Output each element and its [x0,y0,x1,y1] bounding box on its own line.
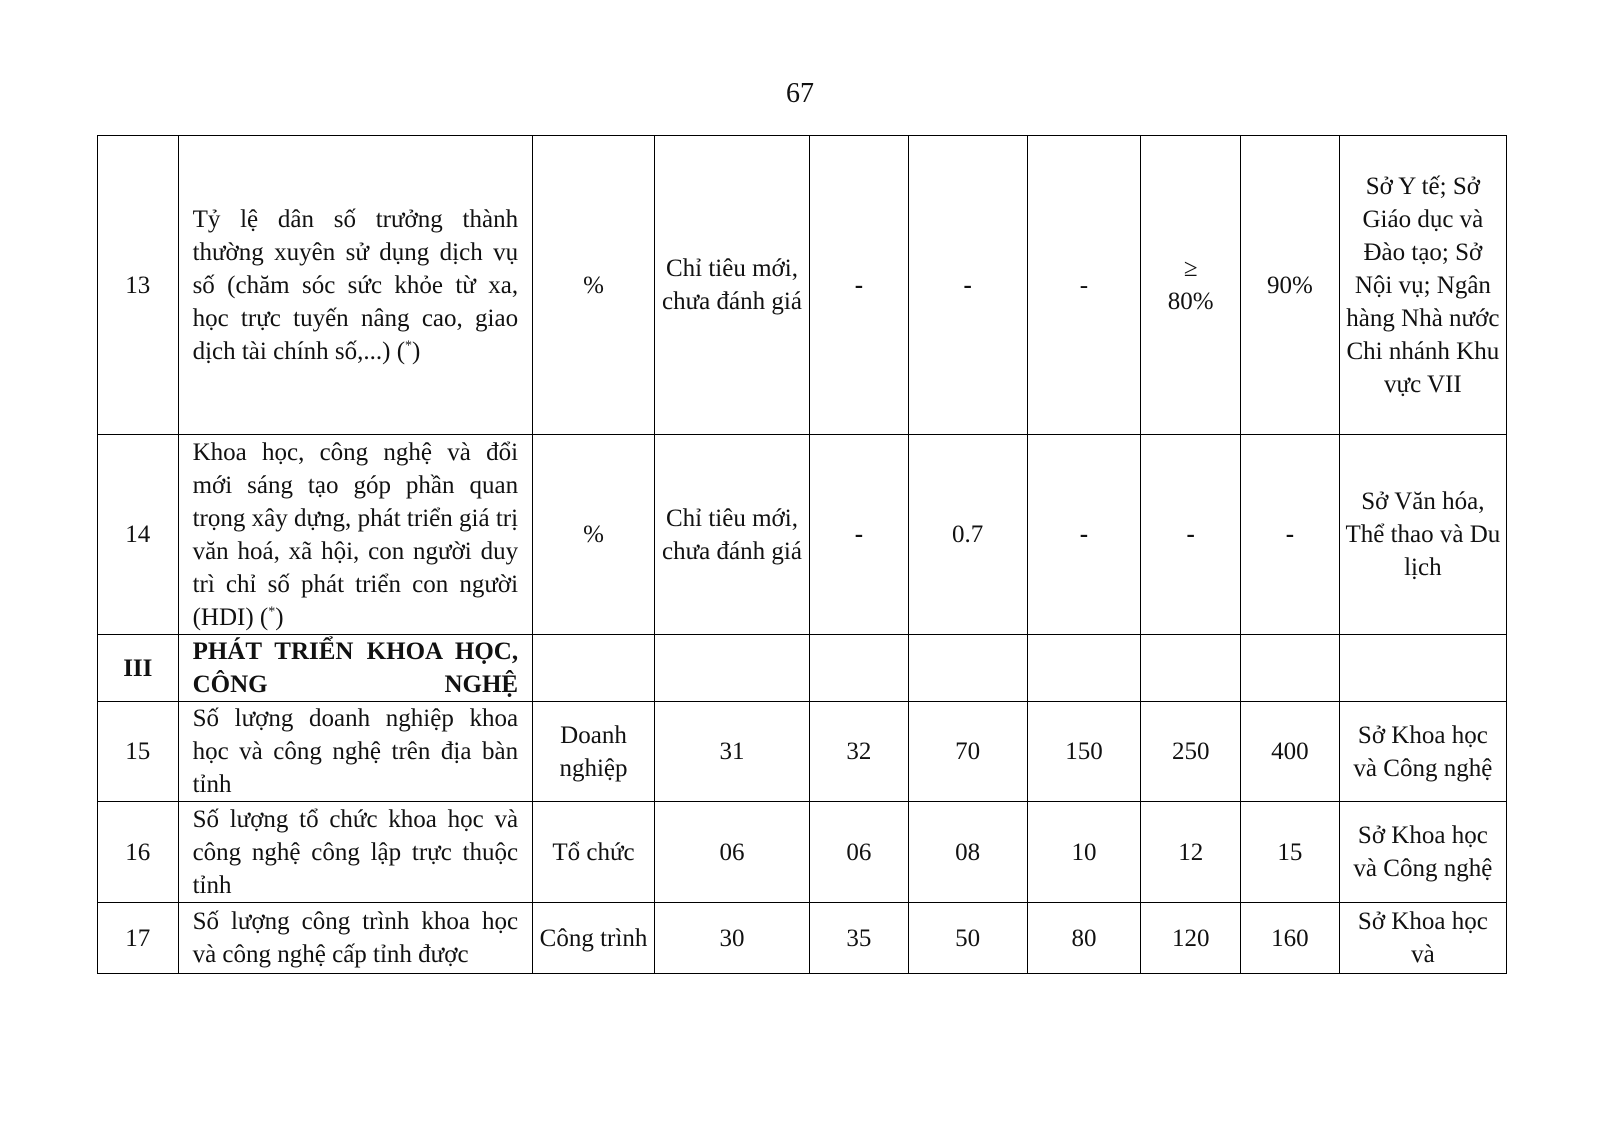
value-cell: 12 [1141,802,1241,903]
agency-cell: Sở Văn hóa, Thể thao và Du lịch [1339,435,1506,635]
value-cell: ≥ 80% [1141,136,1241,435]
value-cell: - [1027,435,1141,635]
value-cell: 32 [810,702,909,802]
value-cell: 06 [810,802,909,903]
agency-cell: Sở Khoa học và Công nghệ [1339,802,1506,903]
agency-cell: Sở Y tế; Sở Giáo dục và Đào tạo; Sở Nội vụ; Ngân hàng Nhà nước Chi nhánh Khu vực VII [1339,136,1506,435]
row-number: 13 [98,136,179,435]
table-row [98,136,1507,435]
row-number: 16 [98,802,179,903]
greater-equal-symbol: ≥ [1183,255,1198,282]
table-row [98,802,1507,903]
value-cell: 120 [1141,903,1241,974]
baseline-cell: 31 [654,702,809,802]
table-row [98,435,1507,635]
section-row [98,635,1507,702]
baseline-cell: 30 [654,903,809,974]
section-number: III [98,635,179,702]
value-cell: - [1141,435,1241,635]
indicator-description: Số lượng tổ chức khoa học và công nghệ công lập trực thuộc tỉnh [178,802,533,903]
unit-cell: Công trình [533,903,655,974]
row-number: 15 [98,702,179,802]
value-cell: 160 [1241,903,1340,974]
value-cell: 10 [1027,802,1141,903]
baseline-cell: Chỉ tiêu mới, chưa đánh giá [654,435,809,635]
table-row [98,903,1507,974]
value-cell: 90% [1241,136,1340,435]
indicator-description: Khoa học, công nghệ và đổi mới sáng tạo góp phần quan trọng xây dựng, phát triển giá trị văn hoá, xã hội, con người duy trì chỉ số phát triển con người (HDI) (*) [178,435,533,635]
value-cell: 250 [1141,702,1241,802]
value-cell: 0.7 [908,435,1027,635]
table-row [98,702,1507,802]
value-cell: 400 [1241,702,1340,802]
indicator-description: Số lượng công trình khoa học và công nghệ cấp tỉnh được [178,903,533,974]
value-cell: - [1241,435,1340,635]
value-cell: 08 [908,802,1027,903]
agency-cell: Sở Khoa học và [1339,903,1506,974]
value-cell: 150 [1027,702,1141,802]
indicator-table [97,135,1507,974]
indicator-description: Số lượng doanh nghiệp khoa học và công nghệ trên địa bàn tỉnh [178,702,533,802]
indicator-description: Tỷ lệ dân số trưởng thành thường xuyên sử dụng dịch vụ số (chăm sóc sức khỏe từ xa, học trực tuyến nâng cao, giao dịch tài chính số,...) (*) [178,136,533,435]
value-cell: - [1027,136,1141,435]
unit-cell: Doanh nghiệp [533,702,655,802]
unit-cell: % [533,435,655,635]
page-number: 67 [786,78,814,109]
value-cell: - [810,435,909,635]
row-number: 14 [98,435,179,635]
baseline-cell: 06 [654,802,809,903]
value-cell: 70 [908,702,1027,802]
value-cell: 35 [810,903,909,974]
agency-cell: Sở Khoa học và Công nghệ [1339,702,1506,802]
value-cell: 50 [908,903,1027,974]
value-cell: 15 [1241,802,1340,903]
unit-cell: % [533,136,655,435]
value-cell: 80 [1027,903,1141,974]
baseline-cell: Chỉ tiêu mới, chưa đánh giá [654,136,809,435]
row-number: 17 [98,903,179,974]
section-title: PHÁT TRIỂN KHOA HỌC, CÔNG NGHỆ [178,635,533,702]
value-cell: - [908,136,1027,435]
unit-cell: Tổ chức [533,802,655,903]
value-cell: - [810,136,909,435]
